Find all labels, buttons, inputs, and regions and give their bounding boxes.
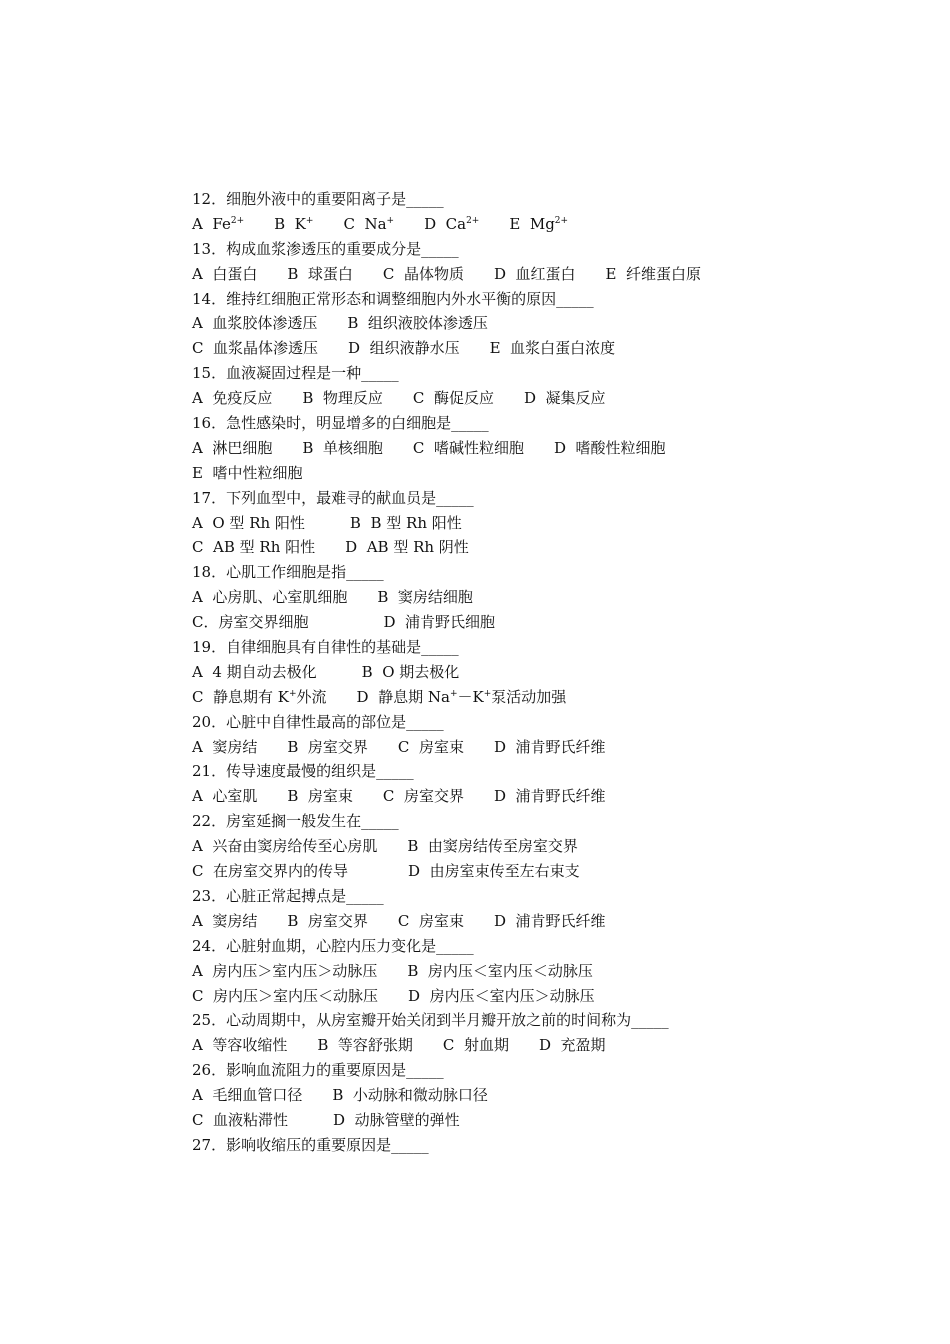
answer-options: C AB 型 Rh 阳性 D AB 型 Rh 阴性 [192, 538, 469, 557]
question-stem: 26．影响血流阻力的重要原因是_____ [192, 1061, 444, 1080]
question-stem: 27．影响收缩压的重要原因是_____ [192, 1135, 429, 1154]
answer-options: A 心房肌、心室肌细胞 B 窦房结细胞 [192, 588, 473, 607]
answer-options: A 毛细血管口径 B 小动脉和微动脉口径 [192, 1086, 488, 1105]
question-stem: 16．急性感染时，明显增多的白细胞是_____ [192, 414, 489, 433]
answer-options: A 窦房结 B 房室交界 C 房室束 D 浦肯野氏纤维 [192, 911, 606, 930]
answer-options: A 等容收缩性 B 等容舒张期 C 射血期 D 充盈期 [192, 1036, 606, 1055]
answer-options: A 免疫反应 B 物理反应 C 酶促反应 D 凝集反应 [192, 389, 606, 408]
answer-options: C 血液粘滞性 D 动脉管壁的弹性 [192, 1110, 460, 1129]
answer-options: A 兴奋由窦房给传至心房肌 B 由窦房结传至房室交界 [192, 837, 578, 856]
answer-options: C 在房室交界内的传导 D 由房室束传至左右束支 [192, 862, 580, 881]
answer-options: E 嗜中性粒细胞 [192, 463, 303, 482]
question-stem: 20．心脏中自律性最高的部位是_____ [192, 712, 444, 731]
answer-options: A 血浆胶体渗透压 B 组织液胶体渗透压 [192, 314, 488, 333]
question-stem: 21．传导速度最慢的组织是_____ [192, 762, 414, 781]
question-stem: 17．下列血型中，最难寻的献血员是_____ [192, 488, 474, 507]
question-stem: 25．心动周期中，从房室瓣开始关闭到半月瓣开放之前的时间称为_____ [192, 1011, 669, 1030]
question-stem: 19．自律细胞具有自律性的基础是_____ [192, 638, 459, 657]
answer-options: A 窦房结 B 房室交界 C 房室束 D 浦肯野氏纤维 [192, 737, 606, 756]
question-stem: 15．血液凝固过程是一种_____ [192, 364, 399, 383]
document-body [192, 187, 892, 1158]
answer-options: A 4 期自动去极化 B O 期去极化 [192, 662, 460, 681]
question-stem: 23．心脏正常起搏点是_____ [192, 886, 384, 905]
answer-options: C 房内压＞室内压＜动脉压 D 房内压＜室内压＞动脉压 [192, 986, 595, 1005]
answer-options: C 静息期有 K+外流 D 静息期 Na+－K+泵活动加强 [192, 687, 567, 706]
answer-options: A $Fe^{2+}$ B K+ C Na+ D $Ca^{2+}$ E $Mg^{2+}$ [192, 214, 569, 233]
question-stem: 13．构成血浆渗透压的重要成分是_____ [192, 239, 459, 258]
answer-options: A 淋巴细胞 B 单核细胞 C 嗜碱性粒细胞 D 嗜酸性粒细胞 [192, 438, 666, 457]
answer-options: A 房内压＞室内压＞动脉压 B 房内压＜室内压＜动脉压 [192, 961, 593, 980]
question-stem: 18．心肌工作细胞是指_____ [192, 563, 384, 582]
answer-options: A O 型 Rh 阳性 B B 型 Rh 阳性 [192, 513, 462, 532]
answer-options: A 白蛋白 B 球蛋白 C 晶体物质 D 血红蛋白 E 纤维蛋白原 [192, 264, 701, 283]
answer-options: C．房室交界细胞 D 浦肯野氏细胞 [192, 613, 496, 632]
question-stem: 22．房室延搁一般发生在_____ [192, 812, 399, 831]
answer-options: C 血浆晶体渗透压 D 组织液静水压 E 血浆白蛋白浓度 [192, 339, 616, 358]
question-stem: 14．维持红细胞正常形态和调整细胞内外水平衡的原因_____ [192, 289, 594, 308]
question-stem: 12．细胞外液中的重要阳离子是_____ [192, 190, 444, 208]
question-stem: 24．心脏射血期，心腔内压力变化是_____ [192, 936, 474, 955]
answer-options: A 心室肌 B 房室束 C 房室交界 D 浦肯野氏纤维 [192, 787, 606, 806]
